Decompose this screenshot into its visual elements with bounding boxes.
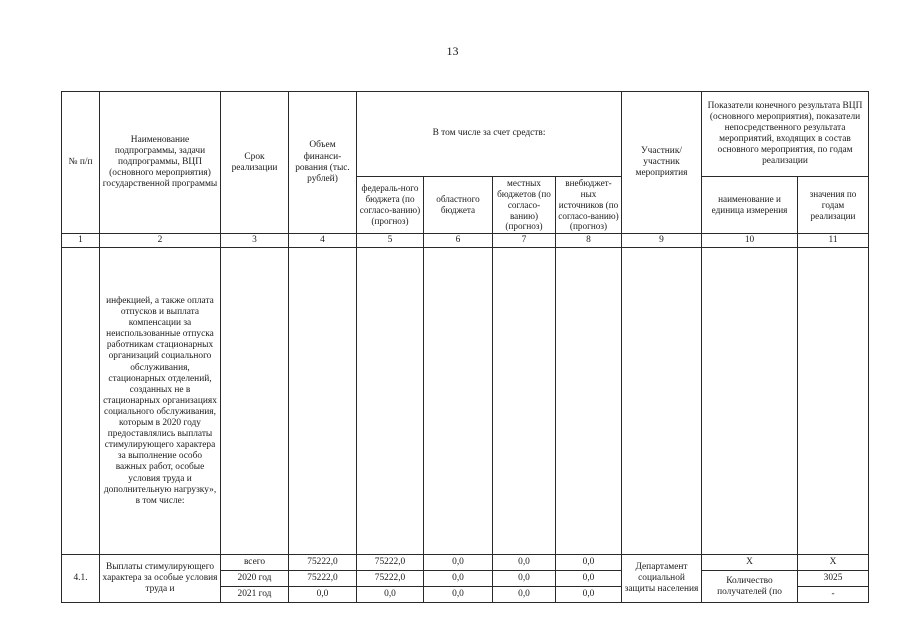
empty-cell [556, 248, 622, 555]
header-indicator-values: значения по годам реализации [798, 177, 869, 234]
row-indicator-name: Х [702, 555, 798, 571]
row-federal: 0,0 [357, 587, 424, 603]
column-number: 7 [493, 234, 556, 248]
column-number: 1 [62, 234, 100, 248]
header-indicator-name: наименование и единица измерения [702, 177, 798, 234]
empty-cell [221, 248, 289, 555]
empty-cell [62, 248, 100, 555]
column-number: 4 [289, 234, 357, 248]
header-sources-group: В том числе за счет средств: [357, 92, 622, 177]
row-regional: 0,0 [424, 555, 493, 571]
column-number: 5 [357, 234, 424, 248]
header-volume: Объем финанси-рования (тыс. рублей) [289, 92, 357, 234]
column-number: 9 [622, 234, 702, 248]
row-indicator-value: - [798, 587, 869, 603]
item-participant: Департамент социальной защиты населения [622, 555, 702, 603]
header-regional: областного бюджета [424, 177, 493, 234]
row-extra: 0,0 [556, 571, 622, 587]
row-extra: 0,0 [556, 555, 622, 571]
column-number: 3 [221, 234, 289, 248]
row-period: 2020 год [221, 571, 289, 587]
page-number: 13 [446, 44, 459, 58]
item-indicator-name: Количество получателей (по [702, 571, 798, 603]
row-indicator-value: Х [798, 555, 869, 571]
empty-cell [622, 248, 702, 555]
empty-cell [493, 248, 556, 555]
empty-cell [798, 248, 869, 555]
row-regional: 0,0 [424, 571, 493, 587]
header-federal: федераль-ного бюджета (по согласо-ванию) (прогноз) [357, 177, 424, 234]
table-row [62, 555, 869, 571]
column-number-row [62, 234, 869, 248]
header-num: № п/п [62, 92, 100, 234]
row-volume: 75222,0 [289, 555, 357, 571]
header-row-top [62, 92, 869, 177]
column-number: 8 [556, 234, 622, 248]
row-extra: 0,0 [556, 587, 622, 603]
column-number: 6 [424, 234, 493, 248]
row-indicator-value: 3025 [798, 571, 869, 587]
continuation-row [62, 248, 869, 555]
row-federal: 75222,0 [357, 555, 424, 571]
header-local: местных бюджетов (по согласо-ванию) (прогноз) [493, 177, 556, 234]
row-federal: 75222,0 [357, 571, 424, 587]
row-period: всего [221, 555, 289, 571]
row-local: 0,0 [493, 571, 556, 587]
row-local: 0,0 [493, 587, 556, 603]
row-volume: 75222,0 [289, 571, 357, 587]
column-number: 10 [702, 234, 798, 248]
column-number: 2 [100, 234, 221, 248]
item-name: Выплаты стимулирующего характера за особые условия труда и [100, 555, 221, 603]
header-participant: Участник/ участник мероприятия [622, 92, 702, 234]
row-period: 2021 год [221, 587, 289, 603]
continuation-text: инфекцией, а также оплата отпусков и выплата компенсации за неиспользованные отпуска работникам стационарных организаций социального обслуживания, стационарных отделений, созданных не в стационарных организациях социального обслуживания, которым в 2020 году предоставлялись выплаты стимулирующего характера за выполнение особо важных работ, особые условия труда и дополнительную нагрузку», в том числе: [100, 248, 221, 555]
row-volume: 0,0 [289, 587, 357, 603]
program-table [61, 91, 869, 603]
header-extra: внебюджет-ных источников (по согласо-ванию) (прогноз) [556, 177, 622, 234]
empty-cell [424, 248, 493, 555]
row-local: 0,0 [493, 555, 556, 571]
empty-cell [702, 248, 798, 555]
header-period: Срок реализации [221, 92, 289, 234]
empty-cell [289, 248, 357, 555]
header-name: Наименование подпрограммы, задачи подпрограммы, ВЦП (основного мероприятия) государственной программы [100, 92, 221, 234]
item-number: 4.1. [62, 555, 100, 603]
header-indicators-group: Показатели конечного результата ВЦП (основного мероприятия), показатели непосредственного результата мероприятий, входящих в состав основного мероприятия, по годам реализации [702, 92, 869, 177]
column-number: 11 [798, 234, 869, 248]
row-regional: 0,0 [424, 587, 493, 603]
empty-cell [357, 248, 424, 555]
